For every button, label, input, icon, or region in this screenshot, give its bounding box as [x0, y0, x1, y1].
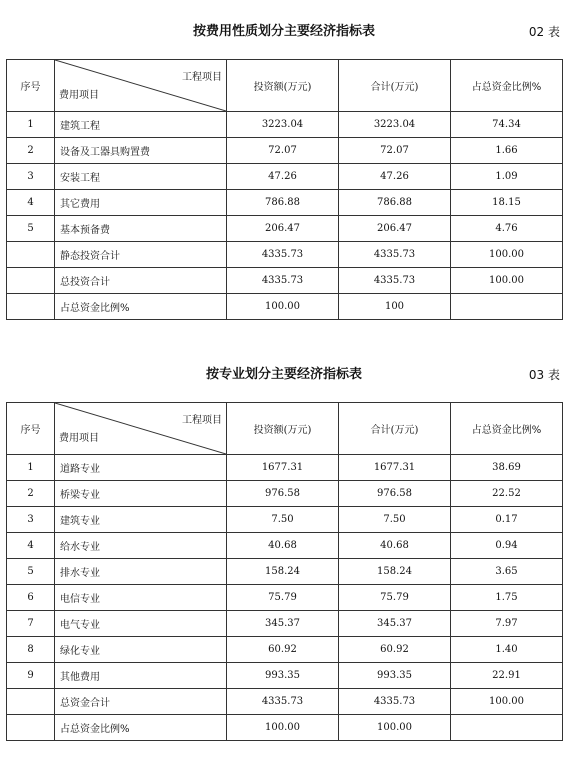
row-invest: 40.68	[227, 533, 339, 559]
row-total: 7.50	[339, 507, 451, 533]
table-row	[7, 455, 563, 481]
row-name: 占总资金比例%	[55, 294, 227, 320]
row-ratio: 22.52	[451, 481, 563, 507]
row-name: 其他费用	[55, 663, 227, 689]
row-ratio	[451, 715, 563, 741]
row-ratio	[451, 294, 563, 320]
header-project: 工程项目	[182, 72, 222, 83]
row-invest: 100.00	[227, 715, 339, 741]
row-seq: 5	[7, 559, 55, 585]
row-total: 75.79	[339, 585, 451, 611]
row-seq	[7, 268, 55, 294]
row-name: 电信专业	[55, 585, 227, 611]
row-invest: 1677.31	[227, 455, 339, 481]
row-total: 1677.31	[339, 455, 451, 481]
table-row	[7, 190, 563, 216]
row-ratio: 1.66	[451, 138, 563, 164]
row-invest: 47.26	[227, 164, 339, 190]
row-seq: 3	[7, 164, 55, 190]
row-name: 总资金合计	[55, 689, 227, 715]
table-row	[7, 507, 563, 533]
row-total: 100	[339, 294, 451, 320]
row-ratio: 22.91	[451, 663, 563, 689]
table1	[6, 59, 563, 320]
row-name: 建筑工程	[55, 112, 227, 138]
row-ratio: 1.09	[451, 164, 563, 190]
row-name: 静态投资合计	[55, 242, 227, 268]
row-seq: 9	[7, 663, 55, 689]
header-seq: 序号	[7, 60, 55, 112]
table2-title: 按专业划分主要经济指标表	[205, 367, 362, 382]
row-total: 47.26	[339, 164, 451, 190]
table-row	[7, 611, 563, 637]
row-seq: 8	[7, 637, 55, 663]
row-total: 60.92	[339, 637, 451, 663]
row-invest: 7.50	[227, 507, 339, 533]
row-seq	[7, 715, 55, 741]
row-name: 设备及工器具购置费	[55, 138, 227, 164]
header-seq: 序号	[7, 403, 55, 455]
table-row	[7, 637, 563, 663]
row-seq	[7, 242, 55, 268]
row-invest: 100.00	[227, 294, 339, 320]
row-seq: 1	[7, 455, 55, 481]
header-diagonal-cell	[55, 403, 227, 455]
row-seq: 7	[7, 611, 55, 637]
row-total: 100.00	[339, 715, 451, 741]
table2-header-row	[7, 403, 563, 455]
row-invest: 786.88	[227, 190, 339, 216]
row-seq: 1	[7, 112, 55, 138]
row-name: 桥梁专业	[55, 481, 227, 507]
row-invest: 72.07	[227, 138, 339, 164]
row-ratio: 0.17	[451, 507, 563, 533]
table1-section	[6, 21, 562, 320]
table2-code: 03 表	[528, 368, 560, 382]
row-name: 绿化专业	[55, 637, 227, 663]
table-row	[7, 559, 563, 585]
row-ratio: 1.40	[451, 637, 563, 663]
table-row	[7, 138, 563, 164]
row-name: 排水专业	[55, 559, 227, 585]
table-row	[7, 216, 563, 242]
table-row	[7, 663, 563, 689]
row-total: 3223.04	[339, 112, 451, 138]
table1-body	[7, 112, 563, 320]
table1-header-row	[7, 60, 563, 112]
table2-title-row	[6, 364, 562, 386]
table-row	[7, 533, 563, 559]
header-invest: 投资额(万元)	[227, 60, 339, 112]
row-invest: 3223.04	[227, 112, 339, 138]
table2	[6, 402, 563, 741]
row-invest: 4335.73	[227, 689, 339, 715]
row-name: 给水专业	[55, 533, 227, 559]
row-name: 其它费用	[55, 190, 227, 216]
row-total: 206.47	[339, 216, 451, 242]
table-row	[7, 112, 563, 138]
row-total: 72.07	[339, 138, 451, 164]
row-invest: 4335.73	[227, 268, 339, 294]
table-row	[7, 481, 563, 507]
row-ratio: 100.00	[451, 268, 563, 294]
row-total: 4335.73	[339, 242, 451, 268]
row-seq	[7, 689, 55, 715]
row-ratio: 74.34	[451, 112, 563, 138]
row-seq: 2	[7, 481, 55, 507]
row-name: 占总资金比例%	[55, 715, 227, 741]
header-cost-item: 费用项目	[59, 433, 99, 444]
row-seq: 5	[7, 216, 55, 242]
row-seq	[7, 294, 55, 320]
header-total: 合计(万元)	[339, 60, 451, 112]
row-name: 安装工程	[55, 164, 227, 190]
row-invest: 206.47	[227, 216, 339, 242]
row-invest: 345.37	[227, 611, 339, 637]
row-invest: 75.79	[227, 585, 339, 611]
header-diagonal-cell	[55, 60, 227, 112]
row-seq: 4	[7, 533, 55, 559]
table-row	[7, 715, 563, 741]
row-invest: 976.58	[227, 481, 339, 507]
row-ratio: 4.76	[451, 216, 563, 242]
row-total: 4335.73	[339, 689, 451, 715]
table2-section	[6, 364, 562, 741]
row-total: 4335.73	[339, 268, 451, 294]
row-ratio: 18.15	[451, 190, 563, 216]
header-invest: 投资额(万元)	[227, 403, 339, 455]
row-ratio: 7.97	[451, 611, 563, 637]
row-name: 建筑专业	[55, 507, 227, 533]
header-ratio: 占总资金比例%	[451, 403, 563, 455]
header-ratio: 占总资金比例%	[451, 60, 563, 112]
row-ratio: 100.00	[451, 242, 563, 268]
row-total: 40.68	[339, 533, 451, 559]
table-row	[7, 268, 563, 294]
row-total: 345.37	[339, 611, 451, 637]
table2-body	[7, 455, 563, 741]
row-invest: 60.92	[227, 637, 339, 663]
header-project: 工程项目	[182, 415, 222, 426]
header-total: 合计(万元)	[339, 403, 451, 455]
row-name: 基本预备费	[55, 216, 227, 242]
row-total: 158.24	[339, 559, 451, 585]
row-ratio: 0.94	[451, 533, 563, 559]
table1-title: 按费用性质划分主要经济指标表	[192, 24, 375, 39]
row-invest: 4335.73	[227, 242, 339, 268]
table-row	[7, 164, 563, 190]
row-seq: 4	[7, 190, 55, 216]
row-invest: 158.24	[227, 559, 339, 585]
row-ratio: 1.75	[451, 585, 563, 611]
table1-title-row	[6, 21, 562, 43]
row-ratio: 38.69	[451, 455, 563, 481]
table1-code: 02 表	[528, 25, 560, 39]
row-name: 总投资合计	[55, 268, 227, 294]
table-row	[7, 585, 563, 611]
row-name: 电气专业	[55, 611, 227, 637]
row-seq: 6	[7, 585, 55, 611]
row-invest: 993.35	[227, 663, 339, 689]
row-total: 786.88	[339, 190, 451, 216]
table-row	[7, 294, 563, 320]
table-row	[7, 242, 563, 268]
row-ratio: 100.00	[451, 689, 563, 715]
row-seq: 2	[7, 138, 55, 164]
table-row	[7, 689, 563, 715]
row-seq: 3	[7, 507, 55, 533]
row-total: 976.58	[339, 481, 451, 507]
row-name: 道路专业	[55, 455, 227, 481]
header-cost-item: 费用项目	[59, 90, 99, 101]
row-ratio: 3.65	[451, 559, 563, 585]
row-total: 993.35	[339, 663, 451, 689]
